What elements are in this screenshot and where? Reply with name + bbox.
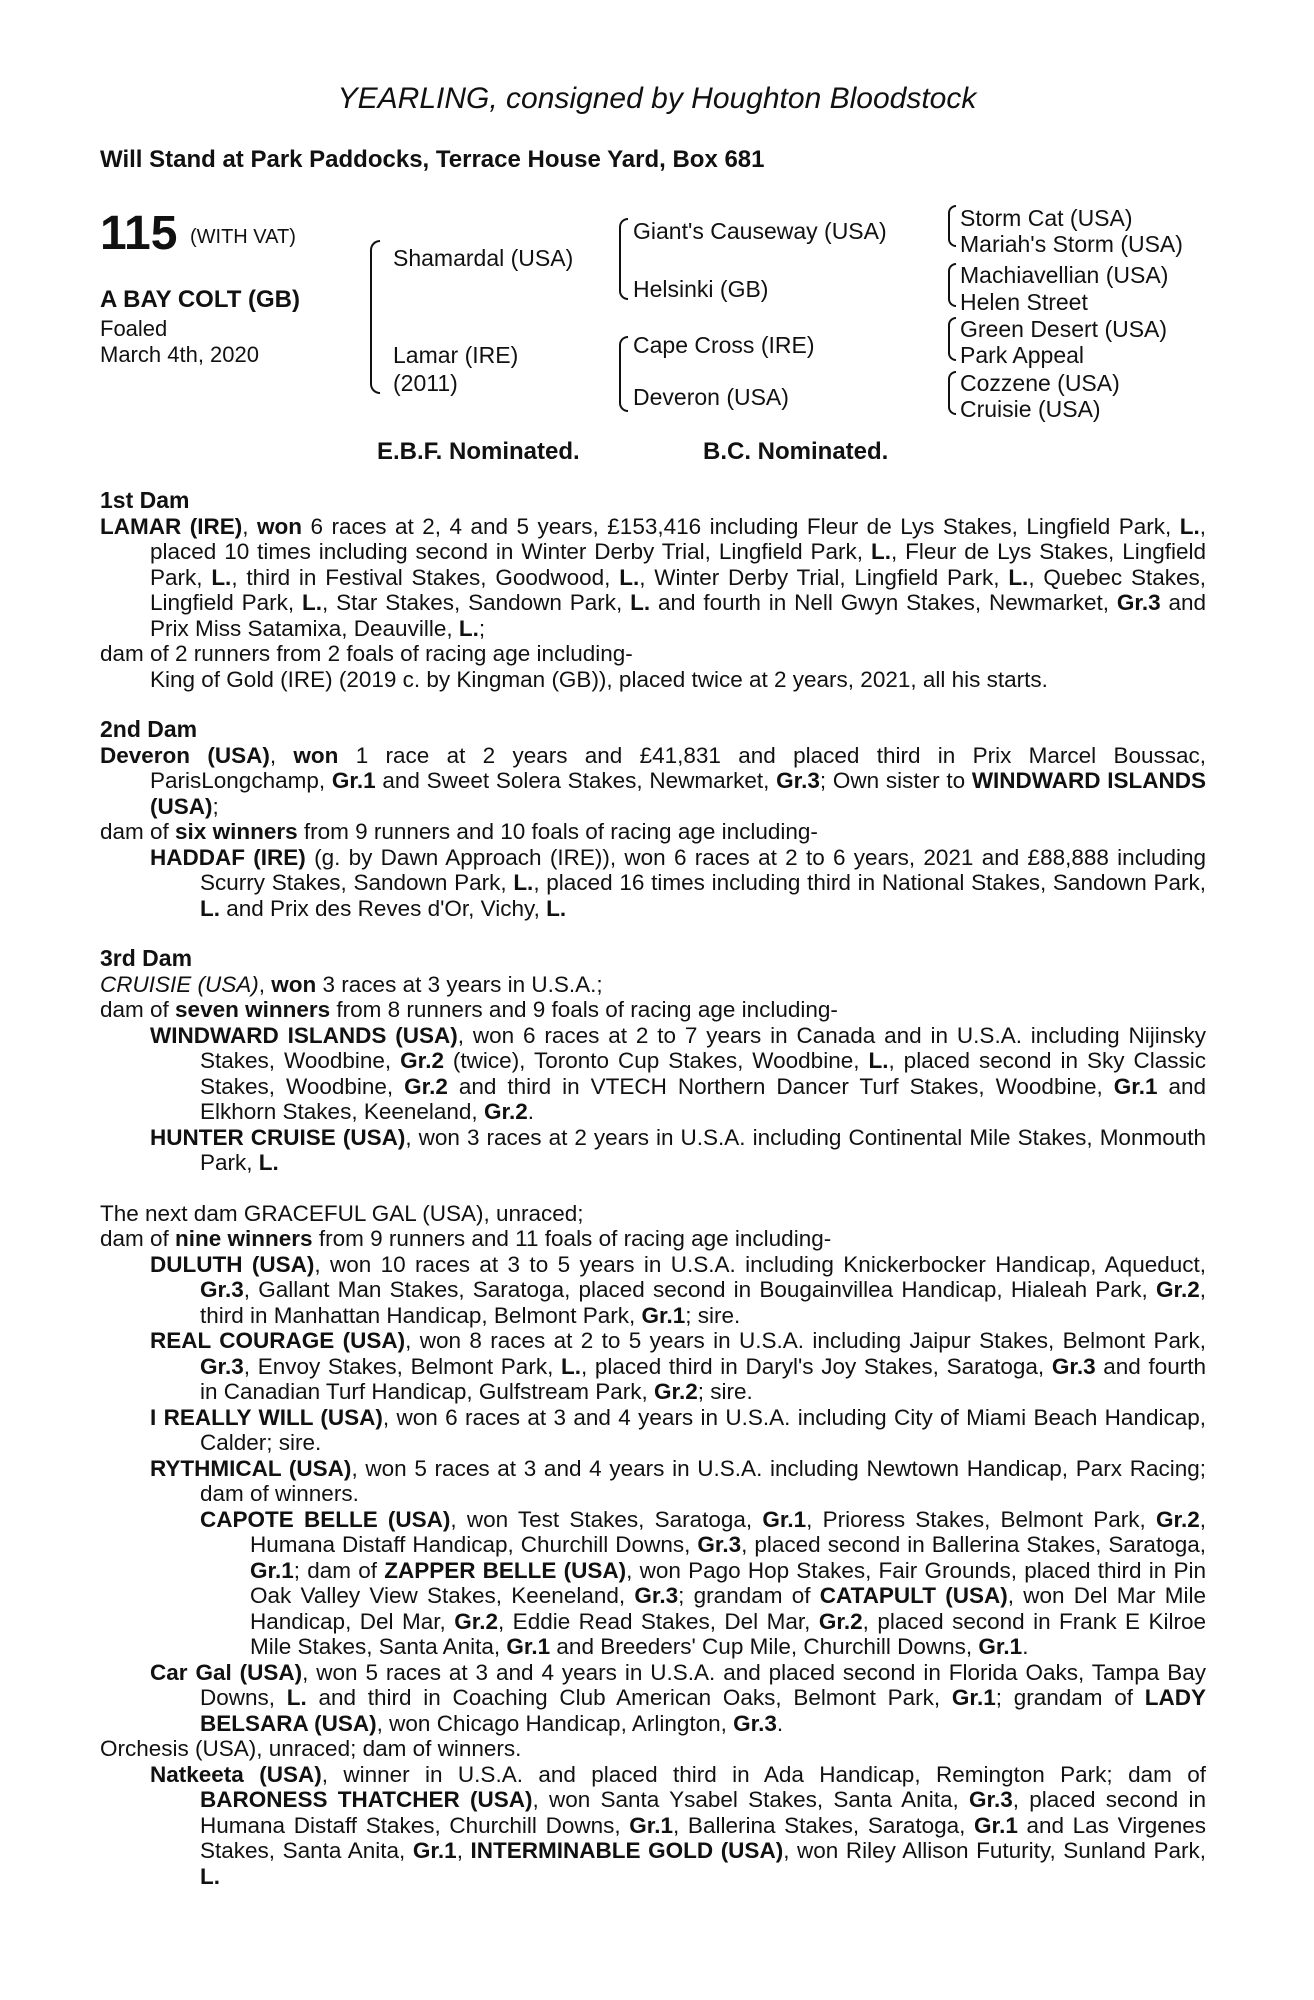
- pedigree-ddd: Cruisie (USA): [960, 396, 1101, 422]
- third-dam-record: CRUISIE (USA), won 3 races at 3 years in U.S.A.;: [100, 971, 603, 997]
- pedigree-dam-dam: Deveron (USA): [633, 384, 789, 410]
- dam-produce-record: [100, 488, 1206, 1889]
- second-dam-heading: 2nd Dam: [100, 716, 198, 742]
- lot-title: A BAY COLT (GB): [100, 286, 301, 313]
- fourth-dam-foal-rythmical: RYTHMICAL (USA), won 5 races at 3 and 4 years in U.S.A. including Newtown Handicap, Parx Racing; dam of winners.: [150, 1455, 1207, 1506]
- fourth-dam-foal-duluth: DULUTH (USA), won 10 races at 3 to 5 years in U.S.A. including Knickerbocker Handicap, Aqueduct, Gr.3, Gallant Man Stakes, Saratoga, placed second in Bougainvillea Handicap, Hialeah Park, Gr.2, third in Manhattan Handicap, Belmont Park, Gr.1; sire.: [150, 1251, 1207, 1328]
- lot-number: 115: [100, 207, 178, 260]
- pedigree-sire-sire: Giant's Causeway (USA): [633, 218, 887, 244]
- catalogue-header: YEARLING, consigned by Houghton Bloodstock: [337, 82, 977, 115]
- bc-nomination: B.C. Nominated.: [703, 438, 889, 465]
- orchesis-foal-natkeeta: Natkeeta (USA), winner in U.S.A. and placed third in Ada Handicap, Remington Park; dam of BARONESS THATCHER (USA), won Santa Ysabel Stakes, Santa Anita, Gr.3, placed second in Humana Distaff Stakes, Churchill Downs, Gr.1, Ballerina Stakes, Saratoga, Gr.1 and Las Virgenes Stakes, Santa Anita, Gr.1, INTERMINABLE GOLD (USA), won Riley Allison Futurity, Sunland Park, L.: [150, 1761, 1207, 1889]
- fourth-dam-produce: dam of nine winners from 9 runners and 11 foals of racing age including-: [100, 1226, 832, 1251]
- pedigree-dds: Cozzene (USA): [960, 370, 1120, 396]
- first-dam-produce: dam of 2 runners from 2 foals of racing age including-: [100, 641, 633, 666]
- pedigree-brace-sire: [619, 218, 628, 300]
- fourth-dam-foal-car-gal: Car Gal (USA), won 5 races at 3 and 4 years in U.S.A. and placed second in Florida Oaks, Tampa Bay Downs, L. and third in Coaching Club American Oaks, Belmont Park, Gr.1; grandam of LADY BELSARA (USA), won Chicago Handicap, Arlington, Gr.3.: [150, 1659, 1206, 1736]
- pedigree-brace-dam: [619, 336, 628, 412]
- third-dam-foal-1: WINDWARD ISLANDS (USA), won 6 races at 2 to 7 years in Canada and in U.S.A. including Nijinsky Stakes, Woodbine, Gr.2 (twice), Toronto Cup Stakes, Woodbine, L., placed second in Sky Classic Stakes, Woodbine, Gr.2 and third in VTECH Northern Dancer Turf Stakes, Woodbine, Gr.1 and Elkhorn Stakes, Keeneland, Gr.2.: [150, 1022, 1207, 1124]
- pedigree-dam-year: (2011): [393, 370, 458, 396]
- foaled-label: Foaled: [100, 316, 168, 341]
- rythmical-foal-capote-belle: CAPOTE BELLE (USA), won Test Stakes, Saratoga, Gr.1, Prioress Stakes, Belmont Park, Gr.2, Humana Distaff Handicap, Churchill Downs, Gr.3, placed second in Ballerina Stakes, Saratoga, Gr.1; dam of ZAPPER BELLE (USA), won Pago Hop Stakes, Fair Grounds, placed third in Pin Oak Valley View Stakes, Keeneland, Gr.3; grandam of CATAPULT (USA), won Del Mar Mile Handicap, Del Mar, Gr.2, Eddie Read Stakes, Del Mar, Gr.2, placed second in Frank E Kilroe Mile Stakes, Santa Anita, Gr.1 and Breeders' Cup Mile, Churchill Downs, Gr.1.: [200, 1506, 1207, 1659]
- first-dam-heading: 1st Dam: [100, 487, 190, 513]
- fourth-dam-foal-i-really-will: I REALLY WILL (USA), won 6 races at 3 and 4 years in U.S.A. including City of Miami Beach Handicap, Calder; sire.: [150, 1404, 1207, 1455]
- pedigree-ssd: Mariah's Storm (USA): [960, 231, 1183, 257]
- second-dam-produce: dam of six winners from 9 runners and 10 foals of racing age including-: [100, 819, 818, 844]
- fourth-dam-record: The next dam GRACEFUL GAL (USA), unraced;: [100, 1200, 584, 1226]
- foaled-date: March 4th, 2020: [100, 342, 259, 367]
- pedigree-sss: Storm Cat (USA): [960, 205, 1133, 231]
- second-dam-record: Deveron (USA), won 1 race at 2 years and £41,831 and placed third in Prix Marcel Boussac, ParisLongchamp, Gr.1 and Sweet Solera Stakes, Newmarket, Gr.3; Own sister to WINDWARD ISLANDS (USA);: [100, 742, 1207, 819]
- third-dam-foal-2: HUNTER CRUISE (USA), won 3 races at 2 years in U.S.A. including Continental Mile Stakes, Monmouth Park, L.: [150, 1124, 1206, 1175]
- first-dam-foal: King of Gold (IRE) (2019 c. by Kingman (GB)), placed twice at 2 years, 2021, all his starts.: [150, 666, 1048, 692]
- ebf-nomination: E.B.F. Nominated.: [377, 438, 580, 465]
- third-dam-produce: dam of seven winners from 8 runners and 9 foals of racing age including-: [100, 997, 838, 1022]
- pedigree-dsd: Park Appeal: [960, 342, 1085, 368]
- stand-location: Will Stand at Park Paddocks, Terrace House Yard, Box 681: [100, 146, 765, 173]
- second-dam-foal: HADDAF (IRE) (g. by Dawn Approach (IRE)), won 6 races at 2 to 6 years, 2021 and £88,888 including Scurry Stakes, Sandown Park, L., placed 16 times including third in National Stakes, Sandown Park, L. and Prix des Reves d'Or, Vichy, L.: [150, 844, 1206, 921]
- pedigree-brace-main: [370, 240, 380, 394]
- pedigree-sire-dam: Helsinki (GB): [633, 276, 769, 302]
- third-dam-heading: 3rd Dam: [100, 945, 193, 971]
- fourth-dam-foal-real-courage: REAL COURAGE (USA), won 8 races at 2 to 5 years in U.S.A. including Jaipur Stakes, Belmont Park, Gr.3, Envoy Stakes, Belmont Park, L., placed third in Daryl's Joy Stakes, Saratoga, Gr.3 and fourth in Canadian Turf Handicap, Gulfstream Park, Gr.2; sire.: [150, 1328, 1207, 1404]
- fourth-dam-foal-orchesis: Orchesis (USA), unraced; dam of winners.: [100, 1736, 522, 1761]
- pedigree-sds: Machiavellian (USA): [960, 262, 1169, 288]
- first-dam-record: LAMAR (IRE), won 6 races at 2, 4 and 5 years, £153,416 including Fleur de Lys Stakes, Lingfield Park, L., placed 10 times including second in Winter Derby Trial, Lingfield Park, L., Fleur de Lys Stakes, Lingfield Park, L., third in Festival Stakes, Goodwood, L., Winter Derby Trial, Lingfield Park, L., Quebec Stakes, Lingfield Park, L., Star Stakes, Sandown Park, L. and fourth in Nell Gwyn Stakes, Newmarket, Gr.3 and Prix Miss Satamixa, Deauville, L.;: [100, 513, 1207, 641]
- pedigree-dam: Lamar (IRE): [393, 342, 519, 368]
- pedigree-brace-ds: [948, 317, 956, 361]
- pedigree-brace-sd: [948, 263, 956, 307]
- pedigree-brace-ss: [948, 205, 956, 247]
- pedigree-sire: Shamardal (USA): [393, 245, 574, 271]
- pedigree-dss: Green Desert (USA): [960, 316, 1168, 342]
- pedigree-dam-sire: Cape Cross (IRE): [633, 332, 815, 358]
- vat-note: (WITH VAT): [190, 226, 296, 248]
- pedigree-sdd: Helen Street: [960, 289, 1088, 315]
- pedigree-brace-dd: [948, 371, 956, 415]
